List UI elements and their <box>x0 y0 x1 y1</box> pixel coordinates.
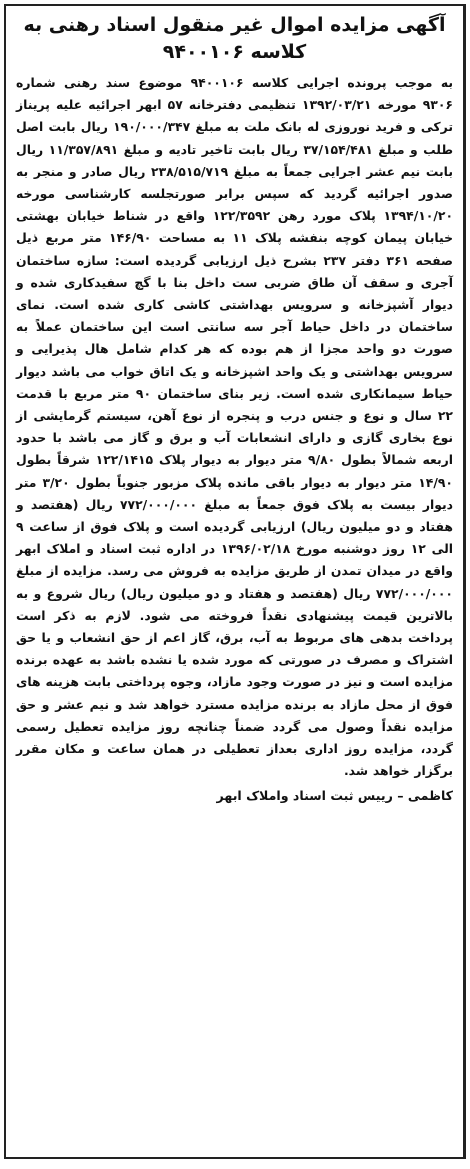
notice-frame <box>4 4 466 1159</box>
notice-body: به موجب پرونده اجرایی کلاسه ۹۴۰۰۱۰۶ موضوع سند رهنی شماره ۹۳۰۶ مورخه ۱۳۹۲/۰۳/۲۱ تنظیمی دفترخانه ۵۷ ابهر اجرائیه علیه پریناز ترکی و فرید نوروزی له بانک ملت به مبلغ ۱۹۰/۰۰۰/۳۴۷ ریال بابت اصل طلب و مبلغ ۳۷/۱۵۴/۴۸۱ ریال بابت تاخیر تادیه و مبلغ ۱۱/۳۵۷/۸۹۱ ریال بابت نیم عشر اجرایی جمعاً به مبلغ ۲۳۸/۵۱۵/۷۱۹ ریال صادر و منجر به صدور اجرائیه گردید که سپس برابر صورتجلسه کارشناسی مورخه ۱۳۹۴/۱۰/۲۰ پلاک مورد رهن ۱۲۲/۳۵۹۲ واقع در شناط خیابان بهشتی خیابان پیمان کوچه بنفشه پلاک ۱۱ به مساحت ۱۴۶/۹۰ متر مربع ذیل صفحه ۳۶۱ دفتر ۲۳۷ بشرح ذیل ارزیابی گردیده است: سازه ساختمان آجری و سقف آن طاق ضربی ست داخل بنا با گچ سفیدکاری شده و دیوار آشپزخانه و سرویس بهداشتی کاشی کاری شده است. نمای ساختمان در داخل حیاط آجر سه سانتی است این ساختمان عملاً به صورت دو واحد مجزا از هم بوده که هر کدام شامل هال پذیرایی و سرویس بهداشتی و یک واحد اشپزخانه و یک اتاق خواب می باشد دیوار حیاط سیمانکاری شده است. زیر بنای ساختمان ۹۰ متر مربع با قدمت ۲۲ سال و نوع و جنس درب و پنجره از نوع آهن، سیستم گرمایشی از نوع بخاری گازی و دارای انشعابات آب و برق و گاز می باشد با حدود اربعه شمالاً بطول ۹/۸۰ متر دیوار به دیوار پلاک ۱۲۲/۱۴۱۵ شرقاً بطول ۱۴/۹۰ متر دیوار به دیوار باقی مانده پلاک مزبور جنوباً بطول ۳/۲۰ متر دیوار بیست به پلاک فوق جمعاً به مبلغ ۷۷۲/۰۰۰/۰۰۰ ریال (هفتصد و هفتاد و دو میلیون ریال) ارزیابی گردیده است و پلاک فوق از ساعت ۹ الی ۱۲ روز دوشنبه مورخ ۱۳۹۶/۰۲/۱۸ در اداره ثبت اسناد و املاک ابهر واقع در میدان تمدن از طریق مزایده به فروش می رسد. مزایده از مبلغ ۷۷۲/۰۰۰/۰۰۰ ریال (هفتصد و هفتاد و دو میلیون ریال) ریال شروع و به بالاترین قیمت پیشنهادی نقداً فروخته می شود. لازم به ذکر است پرداخت بدهی های مربوط به آب، برق، گاز اعم از حق انشعاب و یا حق اشتراک و مصرف در صورتی که مورد شده یا نشده باشد به عهده برنده مزایده است و نیز در صورت وجود مازاد، وجوه پرداختی بابت هزینه های فوق از محل مازاد به برنده مزایده مسترد خواهد شد و نیم عشر و حق مزایده نقداً وصول می گردد ضمناً چنانچه روز مزایده تعطیل رسمی گردد، مزایده روز اداری بعداز تعطیلی در همان ساعت و مکان مقرر برگزار خواهد شد. <box>16 75 454 779</box>
notice-title: آگهی مزایده اموال غیر منقول اسناد رهنی به کلاسه ۹۴۰۰۱۰۶ <box>23 14 446 63</box>
notice-signature: کاظمی – رییس ثبت اسناد واملاک ابهر <box>216 787 453 803</box>
